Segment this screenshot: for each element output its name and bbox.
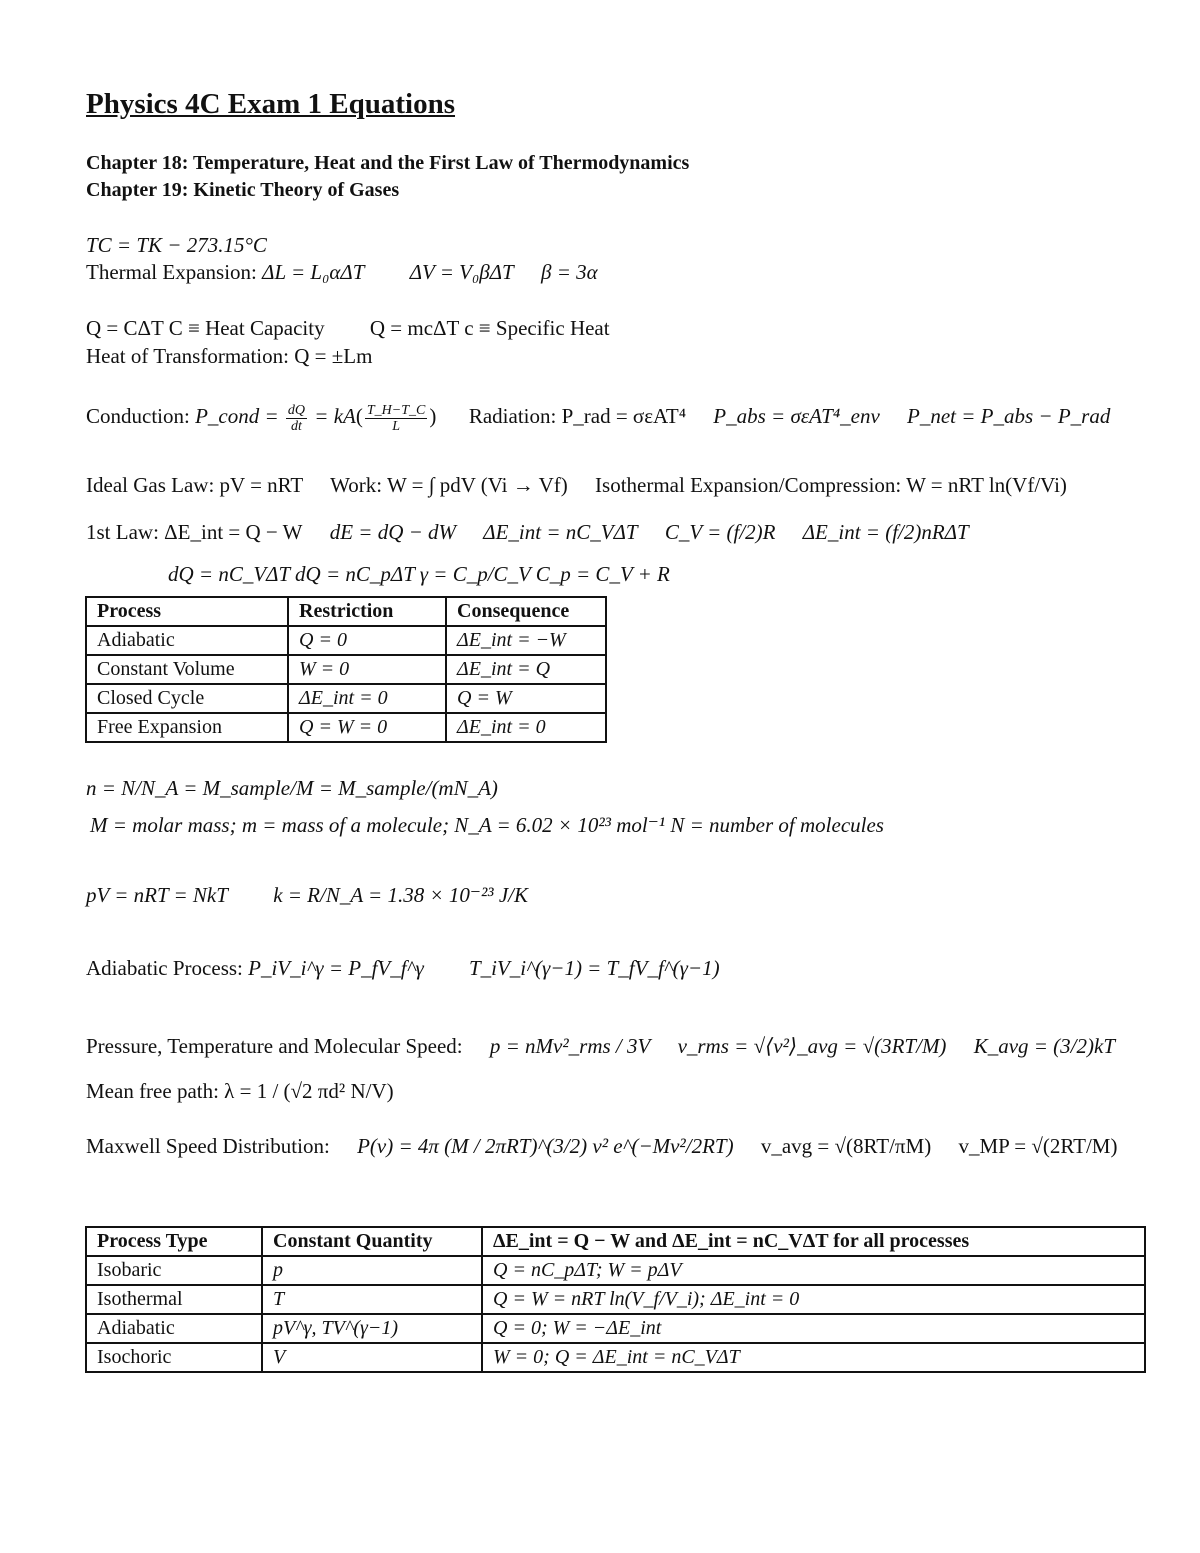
table-cell: Q = nC_pΔT; W = pΔV <box>482 1256 1145 1285</box>
header-process-type: Process Type <box>86 1227 262 1256</box>
linear-expansion-eq: ΔL = L₀αΔT <box>262 260 365 284</box>
specific-heat-eq: Q = mcΔT c ≡ Specific Heat <box>369 316 610 340</box>
table-cell: Adiabatic <box>86 626 288 655</box>
average-speed-eq: v_avg = √(8RT/πM) <box>760 1134 932 1158</box>
heat-transformation-eq: Heat of Transformation: Q = ±Lm <box>86 344 373 368</box>
table-cell: T <box>262 1285 482 1314</box>
maxwell-label: Maxwell Speed Distribution: <box>86 1134 330 1158</box>
first-law-eq: 1st Law: ΔE_int = Q − W <box>86 520 303 544</box>
radiation-eq: Radiation: P_rad = σεAT⁴ <box>468 404 687 428</box>
ideal-gas-line <box>86 472 1067 498</box>
rms-speed-eq: v_rms = √⟨v²⟩_avg = √(3RT/M) <box>677 1034 947 1058</box>
process-type-table <box>85 1226 1146 1373</box>
conduction-label: Conduction: <box>86 404 190 428</box>
heat-capacity-line <box>86 315 610 341</box>
table-cell: Q = 0; W = −ΔE_int <box>482 1314 1145 1343</box>
table-cell: Constant Volume <box>86 655 288 684</box>
table-cell: pV^γ, TV^(γ−1) <box>262 1314 482 1343</box>
table-cell: Q = W = 0 <box>288 713 446 742</box>
temperature-conversion: TC = TK − 273.15°C <box>86 233 267 257</box>
internal-energy-cv: ΔE_int = nC_VΔT <box>483 520 638 544</box>
heat-capacity-eq: Q = CΔT C ≡ Heat Capacity <box>86 316 325 340</box>
table-cell: Isochoric <box>86 1343 262 1372</box>
first-law-line <box>86 519 969 545</box>
thermal-expansion-line <box>86 259 598 285</box>
beta-alpha-eq: β = 3α <box>540 260 598 284</box>
table-cell: Closed Cycle <box>86 684 288 713</box>
differential-first-law: dE = dQ − dW <box>329 520 457 544</box>
table-cell: Q = W = nRT ln(V_f/V_i); ΔE_int = 0 <box>482 1285 1145 1314</box>
table-cell: W = 0 <box>288 655 446 684</box>
pressure-label: Pressure, Temperature and Molecular Speed: <box>86 1034 463 1058</box>
table-header-row <box>86 597 606 626</box>
absorbed-power-eq: P_abs = σεAT⁴_env <box>713 404 880 428</box>
boltzmann-constant-eq: k = R/N_A = 1.38 × 10⁻²³ J/K <box>273 883 528 907</box>
table-row <box>86 713 606 742</box>
table-cell: Q = W <box>446 684 606 713</box>
table-row <box>86 655 606 684</box>
most-probable-speed-eq: v_MP = √(2RT/M) <box>958 1134 1118 1158</box>
adiabatic-pv-eq: P_iV_i^γ = P_fV_f^γ <box>248 956 424 980</box>
table-cell: Isobaric <box>86 1256 262 1285</box>
volume-expansion-eq: ΔV = V₀βΔT <box>409 260 514 284</box>
table-row <box>86 684 606 713</box>
table-cell: V <box>262 1343 482 1372</box>
work-integral: Work: W = ∫ pdV (Vi → Vf) <box>330 473 568 497</box>
header-process: Process <box>86 597 288 626</box>
adiabatic-process-line <box>86 955 720 981</box>
kinetic-pressure-eq: p = nMv²_rms / 3V <box>489 1034 651 1058</box>
table-cell: Free Expansion <box>86 713 288 742</box>
temperature-gradient-fraction: $\frac{T\_H-T\_C}{L}$ <box>366 402 426 434</box>
internal-energy-f: ΔE_int = (f/2)nRΔT <box>802 520 969 544</box>
maxwell-line <box>86 1133 1117 1159</box>
isothermal-work: Isothermal Expansion/Compression: W = nRT ln(Vf/Vi) <box>595 473 1067 497</box>
header-constant-quantity: Constant Quantity <box>262 1227 482 1256</box>
net-power-eq: P_net = P_abs − P_rad <box>907 404 1111 428</box>
table-cell: Isothermal <box>86 1285 262 1314</box>
table-header-row <box>86 1227 1145 1256</box>
moles-definitions: M = molar mass; m = mass of a molecule; N_A = 6.02 × 10²³ mol⁻¹ N = number of molecules <box>90 813 884 837</box>
heat-capacity-relations: dQ = nC_VΔT dQ = nC_pΔT γ = C_p/C_V C_p = C_V + R <box>168 562 670 586</box>
moles-equation: n = N/N_A = M_sample/M = M_sample/(mN_A) <box>86 776 498 800</box>
pv-nkt-line <box>86 882 528 908</box>
header-consequence: Consequence <box>446 597 606 626</box>
chapter-heading-19: Chapter 19: Kinetic Theory of Gases <box>86 179 400 201</box>
table-cell: p <box>262 1256 482 1285</box>
adiabatic-tv-eq: T_iV_i^(γ−1) = T_fV_f^(γ−1) <box>468 956 720 980</box>
header-restriction: Restriction <box>288 597 446 626</box>
table-row <box>86 1256 1145 1285</box>
cv-degrees-freedom: C_V = (f/2)R <box>664 520 776 544</box>
conduction-eq-left: P_cond = <box>195 404 279 428</box>
table-row <box>86 1285 1145 1314</box>
table-cell: Adiabatic <box>86 1314 262 1343</box>
ideal-gas-law: Ideal Gas Law: pV = nRT <box>86 473 304 497</box>
table-cell: ΔE_int = 0 <box>288 684 446 713</box>
table-cell: ΔE_int = Q <box>446 655 606 684</box>
conduction-eq-mid: = kA <box>314 404 356 428</box>
table-row <box>86 626 606 655</box>
mean-free-path-eq: Mean free path: λ = 1 / (√2 πd² N/V) <box>86 1079 394 1103</box>
conduction-radiation-line: Conduction: P_cond = $\frac{dQ}{dt}$ = kA( $\frac{T\_H-T\_C}{L}$ ) Radiation: P_rad = σεAT⁴ P_abs = σεAT⁴_env P_net = P_abs − P_rad <box>86 402 1111 434</box>
average-kinetic-energy-eq: K_avg = (3/2)kT <box>973 1034 1116 1058</box>
table-cell: Q = 0 <box>288 626 446 655</box>
table-row <box>86 1314 1145 1343</box>
table-cell: W = 0; Q = ΔE_int = nC_VΔT <box>482 1343 1145 1372</box>
dq-dt-fraction: $\frac{dQ}{dt}$ <box>287 402 306 434</box>
chapter-heading-18: Chapter 18: Temperature, Heat and the First Law of Thermodynamics <box>86 152 690 174</box>
table-row <box>86 1343 1145 1372</box>
page-title: Physics 4C Exam 1 Equations <box>86 88 456 120</box>
table-cell: ΔE_int = −W <box>446 626 606 655</box>
adiabatic-label: Adiabatic Process: <box>86 956 243 980</box>
process-restriction-table <box>85 596 607 743</box>
thermal-expansion-label: Thermal Expansion: <box>86 260 257 284</box>
molecular-speed-line <box>86 1033 1115 1059</box>
maxwell-distribution-eq: P(v) = 4π (M / 2πRT)^(3/2) v² e^(−Mv²/2RT) <box>357 1134 734 1158</box>
pv-nkt-eq: pV = nRT = NkT <box>86 883 228 907</box>
header-first-law-note: ΔE_int = Q − W and ΔE_int = nC_VΔT for all processes <box>482 1227 1145 1256</box>
table-cell: ΔE_int = 0 <box>446 713 606 742</box>
